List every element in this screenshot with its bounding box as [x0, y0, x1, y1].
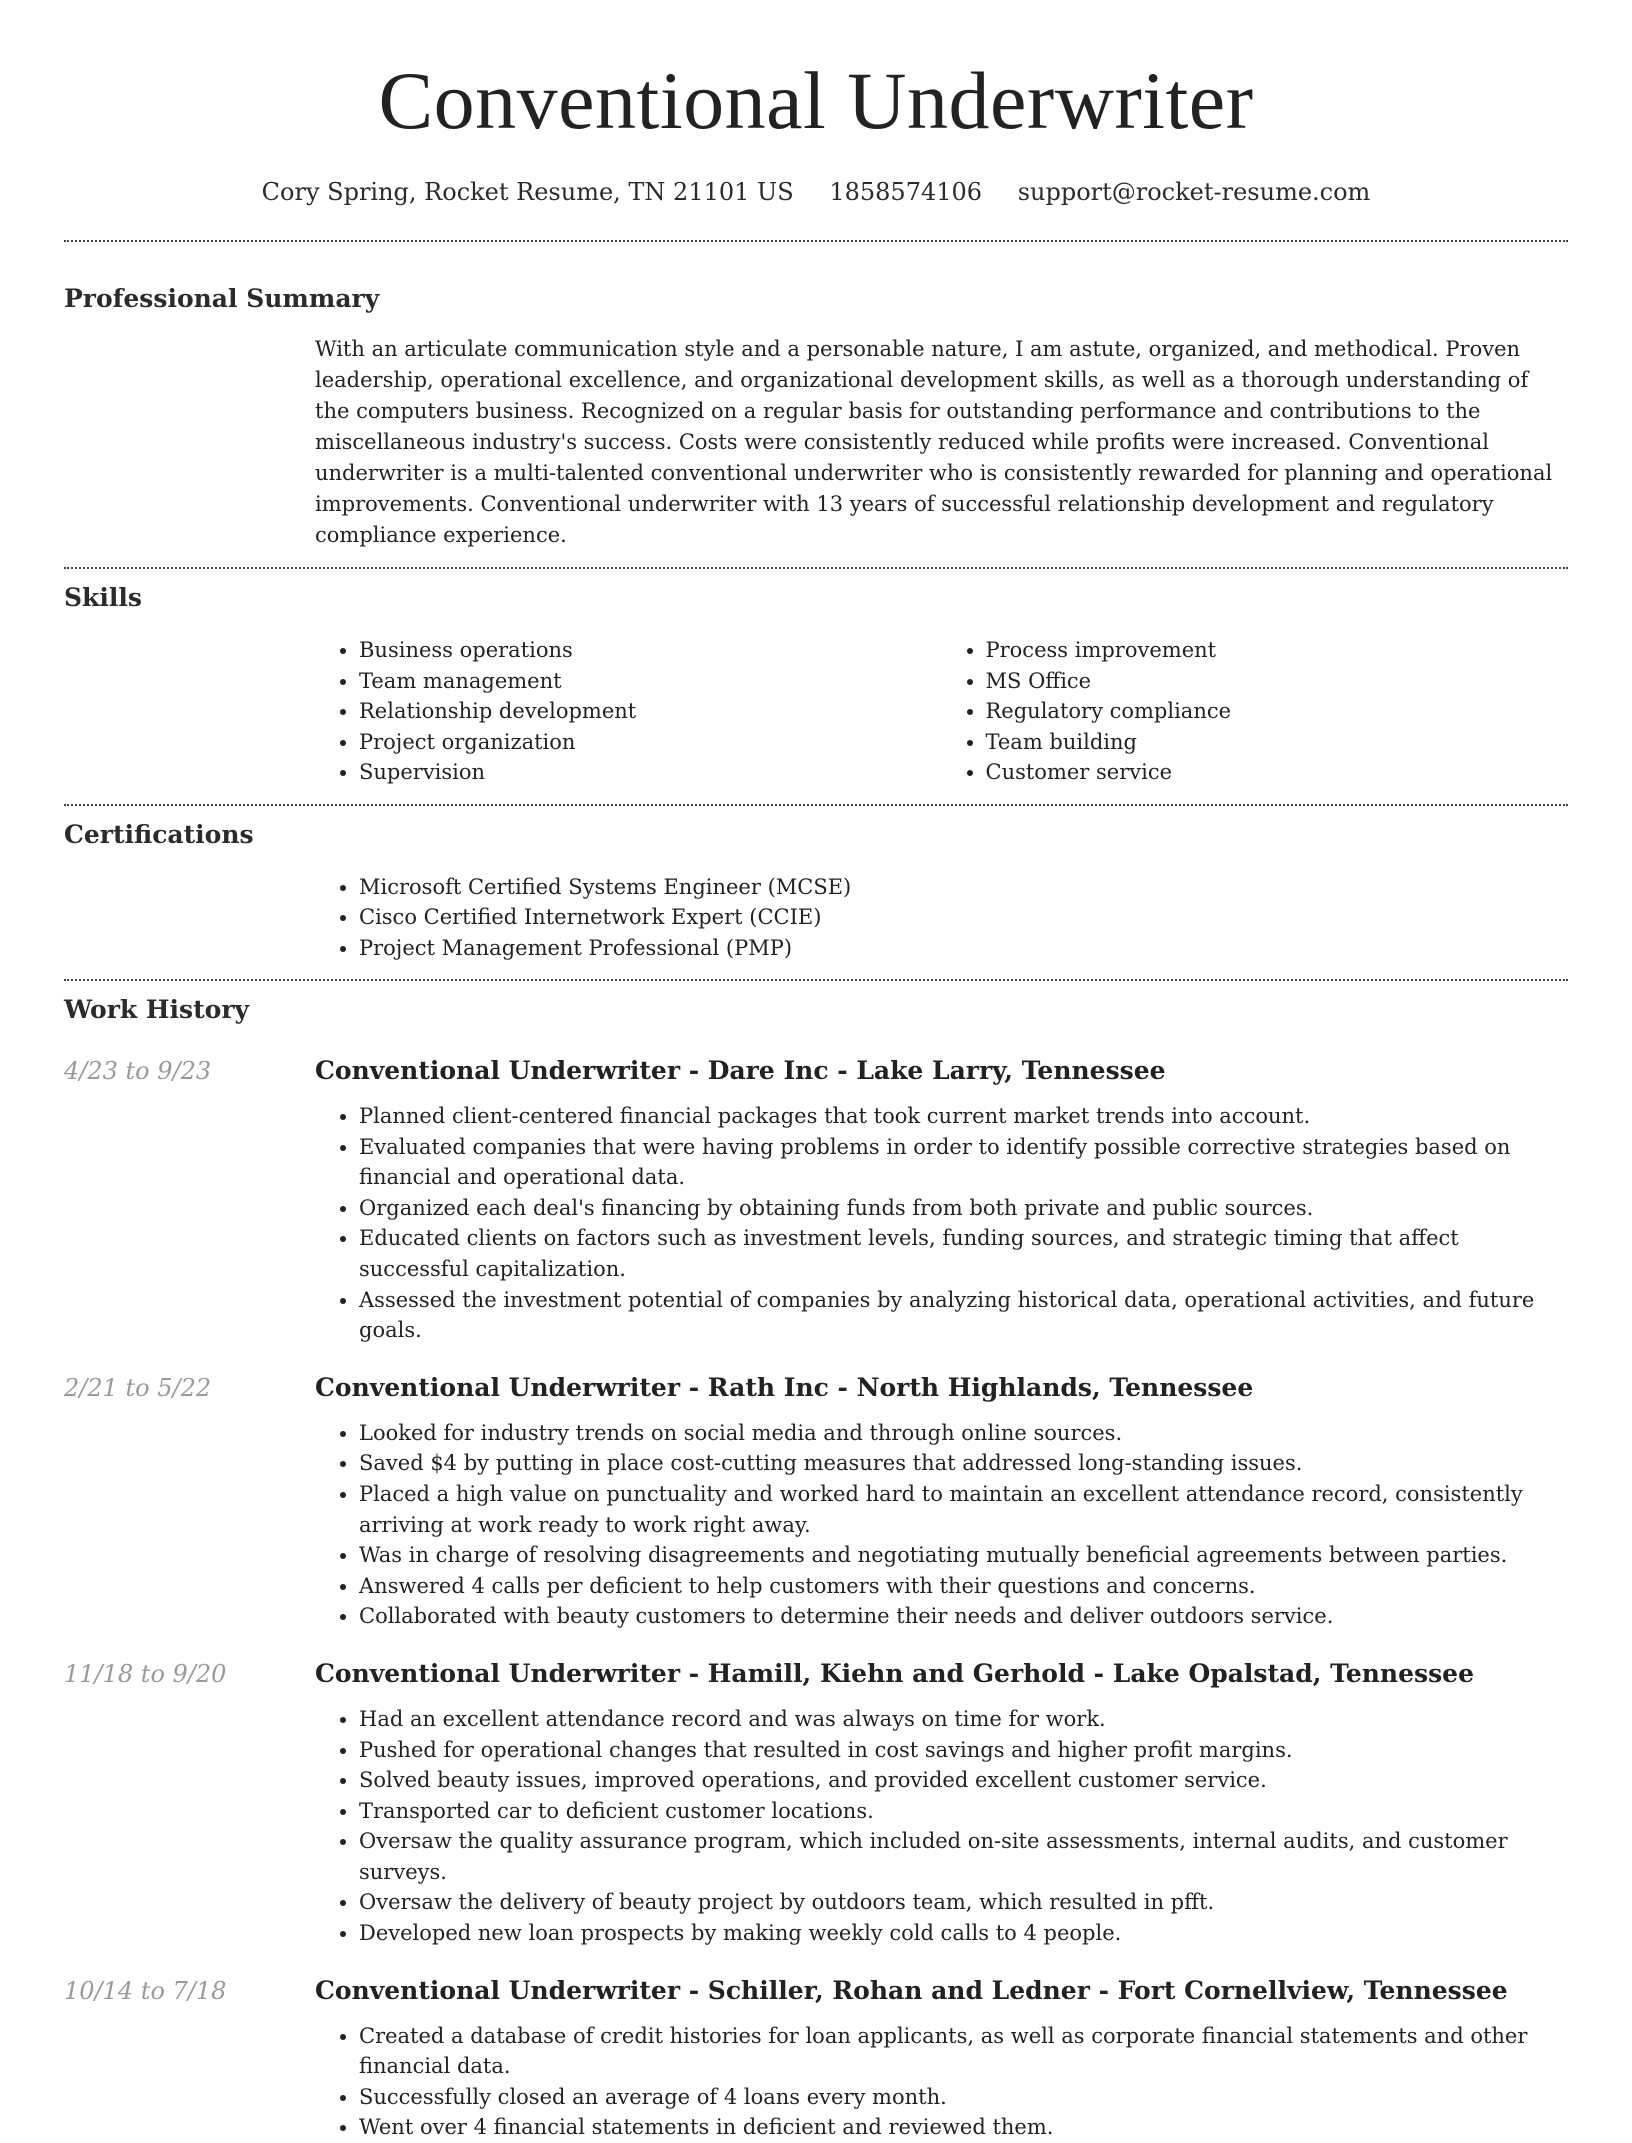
contact-email: support@rocket-resume.com	[1017, 178, 1371, 206]
job-bullets	[315, 1418, 1568, 1632]
skill-item: • Process improvement	[986, 635, 1569, 666]
job-dates: 4/23 to 9/23	[64, 1057, 212, 1085]
job-bullet: • Oversaw the quality assurance program, which included on-site assessments, internal audits, and customer surveys.	[359, 1826, 1568, 1887]
certifications-list	[315, 872, 1568, 980]
certification-item: • Cisco Certified Internetwork Expert (CCIE)	[359, 902, 1568, 933]
job-dates: 11/18 to 9/20	[64, 1659, 227, 1688]
job-details	[315, 1658, 1568, 1949]
job-entry	[64, 1372, 1568, 1632]
job-bullet: • Evaluated companies that were having problems in order to identify possible corrective strategies based on financial and operational data.	[359, 1132, 1568, 1193]
job-bullet: • Created a database of credit histories for loan applicants, as well as corporate financial statements and other financial data.	[359, 2021, 1568, 2082]
resume-title: Conventional Underwriter	[378, 55, 1254, 146]
skills-list-left	[315, 635, 942, 788]
summary-section	[64, 242, 1568, 567]
certification-item: • Project Management Professional (PMP)	[359, 933, 1568, 964]
skill-item: • Supervision	[359, 757, 942, 788]
job-details	[315, 1372, 1568, 1632]
summary-text: With an articulate communication style and a personable nature, I am astute, organized, and methodical. Proven leadership, operational excellence, and organizational development skills, as well as a thorough understanding of the computers business. Recognized on a regular basis for outstanding performance and contributions to the miscellaneous industry's success. Costs were consistently reduced while profits were increased. Conventional underwriter is a multi-talented conventional underwriter who is consistently rewarded for planning and operational improvements. Conventional underwriter with 13 years of successful relationship development and regulatory compliance experience.	[315, 337, 1553, 547]
job-bullet: • Solved beauty issues, improved operations, and provided excellent customer service.	[359, 1765, 1568, 1796]
job-bullet: • Placed a high value on punctuality and worked hard to maintain an excellent attendance record, consistently arriving at work ready to work right away.	[359, 1479, 1568, 1540]
skills-section	[64, 569, 1568, 804]
job-dates: 10/14 to 7/18	[64, 1976, 227, 2005]
skill-item: • Business operations	[359, 635, 942, 666]
contact-line	[64, 176, 1568, 208]
job-bullet: • Collaborated with beauty customers to determine their needs and deliver outdoors service.	[359, 1601, 1568, 1632]
summary-heading: Professional Summary	[64, 284, 380, 313]
job-details	[315, 1975, 1568, 2143]
skills-heading: Skills	[64, 583, 142, 612]
job-title: Conventional Underwriter - Rath Inc - North Highlands, Tennessee	[315, 1372, 1254, 1402]
job-bullet: • Successfully closed an average of 4 loans every month.	[359, 2082, 1568, 2113]
job-bullets	[315, 2021, 1568, 2143]
job-details	[315, 1055, 1568, 1346]
work-history-section	[64, 981, 1568, 2143]
job-bullet: • Had an excellent attendance record and was always on time for work.	[359, 1704, 1568, 1735]
job-bullet: • Developed new loan prospects by making weekly cold calls to 4 people.	[359, 1918, 1568, 1949]
job-bullet: • Assessed the investment potential of companies by analyzing historical data, operational activities, and future goals.	[359, 1285, 1568, 1346]
skills-grid	[315, 635, 1568, 804]
job-bullet: • Was in charge of resolving disagreements and negotiating mutually beneficial agreements between parties.	[359, 1540, 1568, 1571]
job-bullet: • Looked for industry trends on social media and through online sources.	[359, 1418, 1568, 1449]
skill-item: • MS Office	[986, 666, 1569, 697]
job-bullets	[315, 1101, 1568, 1346]
job-entry	[64, 1975, 1568, 2143]
job-bullets	[315, 1704, 1568, 1949]
job-bullet: • Oversaw the delivery of beauty project by outdoors team, which resulted in pfft.	[359, 1887, 1568, 1918]
job-bullet: • Planned client-centered financial packages that took current market trends into account.	[359, 1101, 1568, 1132]
job-title: Conventional Underwriter - Hamill, Kiehn and Gerhold - Lake Opalstad, Tennessee	[315, 1658, 1474, 1688]
job-title: Conventional Underwriter - Schiller, Rohan and Ledner - Fort Cornellview, Tennessee	[315, 1975, 1508, 2005]
skill-item: • Regulatory compliance	[986, 696, 1569, 727]
skill-item: • Team management	[359, 666, 942, 697]
job-bullet: • Answered 4 calls per deficient to help customers with their questions and concerns.	[359, 1571, 1568, 1602]
job-bullet: • Saved $4 by putting in place cost-cutting measures that addressed long-standing issues.	[359, 1448, 1568, 1479]
job-dates: 2/21 to 5/22	[64, 1373, 212, 1402]
job-bullet: • Transported car to deficient customer locations.	[359, 1796, 1568, 1827]
job-bullet: • Pushed for operational changes that resulted in cost savings and higher profit margins.	[359, 1735, 1568, 1766]
certifications-heading: Certifications	[64, 819, 254, 849]
skill-item: • Customer service	[986, 757, 1569, 788]
job-title: Conventional Underwriter - Dare Inc - Lake Larry, Tennessee	[315, 1056, 1166, 1085]
work-history-heading: Work History	[64, 995, 250, 1024]
job-entry	[64, 1055, 1568, 1346]
certifications-section	[64, 806, 1568, 980]
skill-item: • Relationship development	[359, 696, 942, 727]
job-bullet: • Went over 4 financial statements in deficient and reviewed them.	[359, 2112, 1568, 2143]
contact-phone: 1858574106	[829, 178, 983, 206]
skill-item: • Team building	[986, 727, 1569, 758]
job-entry	[64, 1658, 1568, 1949]
skill-item: • Project organization	[359, 727, 942, 758]
certification-item: • Microsoft Certified Systems Engineer (MCSE)	[359, 872, 1568, 903]
contact-address: Cory Spring, Rocket Resume, TN 21101 US	[261, 178, 794, 206]
skills-list-right	[942, 635, 1569, 788]
job-bullet: • Educated clients on factors such as investment levels, funding sources, and strategic timing that affect successful capitalization.	[359, 1223, 1568, 1284]
job-bullet: • Organized each deal's financing by obtaining funds from both private and public sources.	[359, 1193, 1568, 1224]
